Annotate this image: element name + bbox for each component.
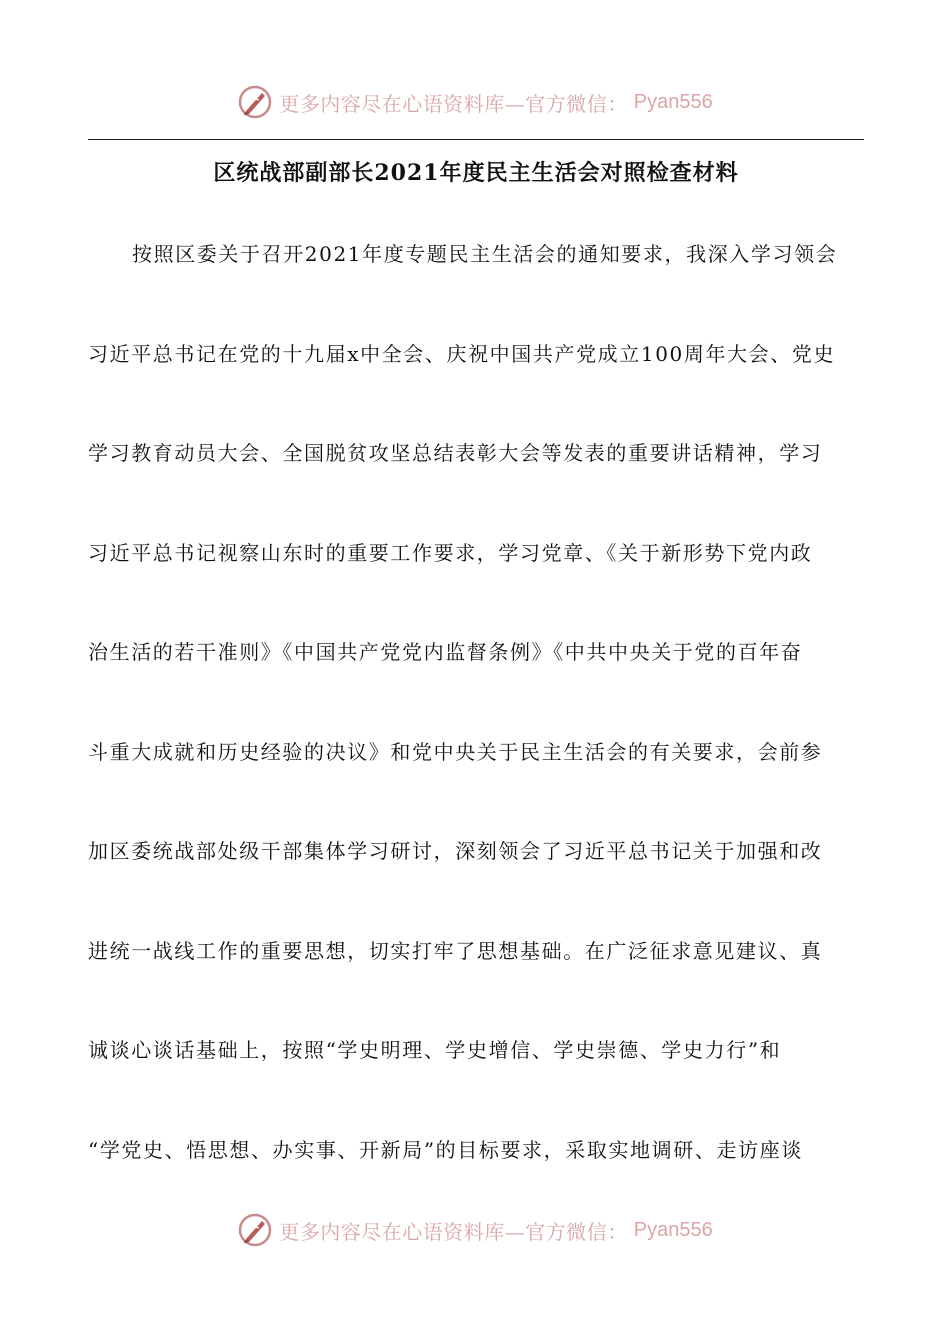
header-banner xyxy=(0,82,950,122)
body-line: 治生活的若干准则》《中国共产党党内监督条例》《中共中央关于党的百年奋 xyxy=(88,640,803,664)
pen-logo-icon xyxy=(237,1212,273,1248)
banner-text: 更多内容尽在心语资料库—官方微信： xyxy=(279,91,628,116)
banner-wechat-id: Pyan556 xyxy=(633,90,713,113)
banner-text: 更多内容尽在心语资料库—官方微信： xyxy=(279,1219,628,1244)
footer-banner xyxy=(0,1210,950,1250)
body-line: 加区委统战部处级干部集体学习研讨，深刻领会了习近平总书记关于加强和改 xyxy=(88,839,823,863)
body-line: 习近平总书记在党的十九届x中全会、庆祝中国共产党成立100周年大会、党史 xyxy=(88,342,836,366)
header-divider xyxy=(88,139,864,140)
body-line: “学党史、悟思想、办实事、开新局”的目标要求，采取实地调研、走访座谈 xyxy=(88,1138,803,1162)
body-line: 学习教育动员大会、全国脱贫攻坚总结表彰大会等发表的重要讲话精神，学习 xyxy=(88,441,823,465)
body-line: 习近平总书记视察山东时的重要工作要求，学习党章、《关于新形势下党内政 xyxy=(88,541,813,565)
body-line: 诚谈心谈话基础上，按照“学史明理、学史增信、学史崇德、学史力行”和 xyxy=(88,1038,782,1062)
document-title: 区统战部副部长2021年度民主生活会对照检查材料 xyxy=(213,160,739,186)
body-line: 进统一战线工作的重要思想，切实打牢了思想基础。在广泛征求意见建议、真 xyxy=(88,939,823,963)
body-line: 斗重大成就和历史经验的决议》和党中央关于民主生活会的有关要求，会前参 xyxy=(88,740,823,764)
body-line: 按照区委关于召开2021年度专题民主生活会的通知要求，我深入学习领会 xyxy=(132,242,838,266)
banner-wechat-id: Pyan556 xyxy=(633,1218,713,1241)
pen-logo-icon xyxy=(237,84,273,120)
